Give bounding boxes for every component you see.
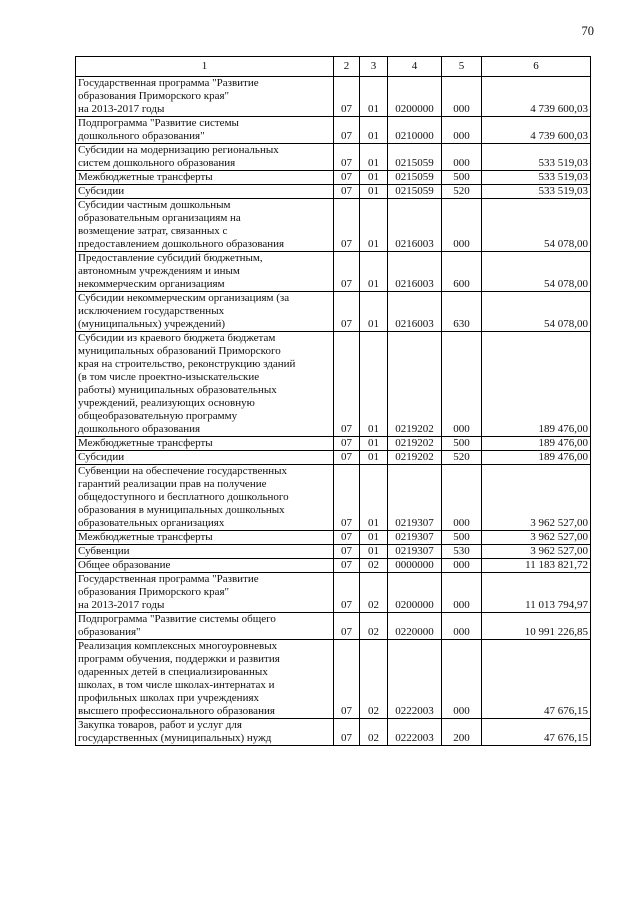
description-line: автономным учреждениям и иным [78,265,240,277]
row-description [76,77,334,117]
section-code: 07 [334,144,360,171]
subsection-code: 02 [360,719,388,746]
description-line: общеобразовательную программу [78,410,238,422]
table-row [76,465,591,531]
amount-cell: 3 962 527,00 [482,545,591,559]
column-header: 2 [334,57,360,77]
table-row [76,171,591,185]
section-code: 07 [334,117,360,144]
table-row [76,332,591,437]
section-code: 07 [334,559,360,573]
table-row [76,719,591,746]
subsection-code: 01 [360,465,388,531]
expense-type-code: 000 [442,613,482,640]
description-line: исключением государственных [78,305,225,317]
section-code: 07 [334,719,360,746]
subsection-code: 01 [360,437,388,451]
table-row [76,613,591,640]
description-line: гарантий реализации прав на получение [78,478,267,490]
target-article-code: 0200000 [388,573,442,613]
table-row [76,451,591,465]
table-row [76,640,591,719]
row-description [76,465,334,531]
expense-type-code: 500 [442,437,482,451]
row-description [76,640,334,719]
description-line: Субсидии частным дошкольным [78,199,231,211]
row-description [76,613,334,640]
amount-cell: 10 991 226,85 [482,613,591,640]
expense-type-code: 530 [442,545,482,559]
description-line: образования Приморского края" [78,586,229,598]
row-description [76,171,334,185]
description-line: предоставлением дошкольного образования [78,238,285,250]
subsection-code: 01 [360,185,388,199]
amount-cell: 54 078,00 [482,292,591,332]
row-description [76,185,334,199]
subsection-code: 02 [360,559,388,573]
amount-cell: 189 476,00 [482,437,591,451]
target-article-code: 0219307 [388,531,442,545]
description-line: Подпрограмма "Развитие системы общего [78,613,276,625]
target-article-code: 0216003 [388,252,442,292]
subsection-code: 02 [360,573,388,613]
description-line: возмещение затрат, связанных с [78,225,228,237]
table-row [76,531,591,545]
row-description [76,719,334,746]
amount-cell: 4 739 600,03 [482,77,591,117]
subsection-code: 01 [360,199,388,252]
target-article-code: 0219307 [388,465,442,531]
amount-cell: 533 519,03 [482,171,591,185]
row-description [76,437,334,451]
amount-cell: 47 676,15 [482,640,591,719]
expense-type-code: 520 [442,185,482,199]
description-line: профильных школах при учреждениях [78,692,260,704]
target-article-code: 0200000 [388,77,442,117]
subsection-code: 01 [360,292,388,332]
description-line: учреждений, реализующих основную [78,397,255,409]
description-line: работы) муниципальных образовательных [78,384,277,396]
description-line: государственных (муниципальных) нужд [78,732,272,744]
description-line: Государственная программа "Развитие [78,77,259,89]
table-row [76,545,591,559]
table-row [76,559,591,573]
description-line: Субсидии [78,451,125,463]
expense-type-code: 200 [442,719,482,746]
table-row [76,185,591,199]
subsection-code: 01 [360,332,388,437]
description-line: образования" [78,626,141,638]
table-row [76,437,591,451]
description-line: Предоставление субсидий бюджетным, [78,252,263,264]
section-code: 07 [334,437,360,451]
amount-cell: 533 519,03 [482,144,591,171]
expense-type-code: 000 [442,117,482,144]
amount-cell: 47 676,15 [482,719,591,746]
section-code: 07 [334,252,360,292]
subsection-code: 01 [360,252,388,292]
description-line: программ обучения, поддержки и развития [78,653,280,665]
description-line: Закупка товаров, работ и услуг для [78,719,242,731]
section-code: 07 [334,171,360,185]
column-header: 4 [388,57,442,77]
row-description [76,117,334,144]
section-code: 07 [334,545,360,559]
target-article-code: 0219202 [388,451,442,465]
expense-type-code: 000 [442,640,482,719]
subsection-code: 01 [360,171,388,185]
description-line: Межбюджетные трансферты [78,531,213,543]
description-line: школах, в том числе школах-интернатах и [78,679,275,691]
section-code: 07 [334,185,360,199]
table-row [76,252,591,292]
section-code: 07 [334,640,360,719]
subsection-code: 01 [360,144,388,171]
description-line: Субвенции [78,545,130,557]
section-code: 07 [334,292,360,332]
target-article-code: 0210000 [388,117,442,144]
table-row [76,199,591,252]
expense-type-code: 000 [442,465,482,531]
description-line: на 2013-2017 годы [78,103,165,115]
description-line: Государственная программа "Развитие [78,573,259,585]
expense-type-code: 500 [442,531,482,545]
amount-cell: 11 013 794,97 [482,573,591,613]
description-line: Субсидии на модернизацию региональных [78,144,279,156]
target-article-code: 0000000 [388,559,442,573]
amount-cell: 533 519,03 [482,185,591,199]
amount-cell: 3 962 527,00 [482,465,591,531]
section-code: 07 [334,451,360,465]
description-line: дошкольного образования" [78,130,205,142]
target-article-code: 0222003 [388,640,442,719]
expense-type-code: 000 [442,77,482,117]
row-description [76,531,334,545]
row-description [76,199,334,252]
table-row [76,77,591,117]
target-article-code: 0220000 [388,613,442,640]
section-code: 07 [334,77,360,117]
budget-table [75,56,591,746]
description-line: муниципальных образований Приморского [78,345,281,357]
table-row [76,292,591,332]
target-article-code: 0219307 [388,545,442,559]
amount-cell: 54 078,00 [482,199,591,252]
description-line: некоммерческим организациям [78,278,225,290]
row-description [76,292,334,332]
target-article-code: 0215059 [388,144,442,171]
description-line: общедоступного и бесплатного дошкольного [78,491,289,503]
row-description [76,144,334,171]
description-line: края на строительство, реконструкцию зданий [78,358,296,370]
amount-cell: 54 078,00 [482,252,591,292]
amount-cell: 4 739 600,03 [482,117,591,144]
description-line: Субсидии [78,185,125,197]
row-description [76,559,334,573]
description-line: Межбюджетные трансферты [78,171,213,183]
column-header: 3 [360,57,388,77]
subsection-code: 01 [360,77,388,117]
section-code: 07 [334,531,360,545]
row-description [76,545,334,559]
expense-type-code: 500 [442,171,482,185]
section-code: 07 [334,613,360,640]
description-line: (муниципальных) учреждений) [78,318,226,330]
expense-type-code: 520 [442,451,482,465]
amount-cell: 189 476,00 [482,332,591,437]
section-code: 07 [334,573,360,613]
expense-type-code: 000 [442,144,482,171]
description-line: Субвенции на обеспечение государственных [78,465,288,477]
subsection-code: 02 [360,640,388,719]
amount-cell: 3 962 527,00 [482,531,591,545]
description-line: Субсидии из краевого бюджета бюджетам [78,332,276,344]
description-line: Реализация комплексных многоуровневых [78,640,278,652]
description-line: дошкольного образования [78,423,201,435]
row-description [76,332,334,437]
row-description [76,573,334,613]
target-article-code: 0215059 [388,185,442,199]
target-article-code: 0215059 [388,171,442,185]
description-line: одаренных детей в специализированных [78,666,268,678]
description-line: высшего профессионального образования [78,705,275,717]
description-line: Межбюджетные трансферты [78,437,213,449]
description-line: (в том числе проектно-изыскательские [78,371,260,383]
column-header: 6 [482,57,591,77]
amount-cell: 189 476,00 [482,451,591,465]
description-line: образовательных организациях [78,517,225,529]
table-row [76,573,591,613]
description-line: на 2013-2017 годы [78,599,165,611]
section-code: 07 [334,332,360,437]
column-header: 5 [442,57,482,77]
expense-type-code: 000 [442,559,482,573]
target-article-code: 0222003 [388,719,442,746]
table-row [76,117,591,144]
page-number: 70 [581,24,594,38]
subsection-code: 01 [360,451,388,465]
table-row [76,144,591,171]
subsection-code: 02 [360,613,388,640]
target-article-code: 0216003 [388,199,442,252]
header-row [76,57,591,77]
row-description [76,252,334,292]
section-code: 07 [334,465,360,531]
description-line: образования Приморского края" [78,90,229,102]
description-line: Подпрограмма "Развитие системы [78,117,239,129]
expense-type-code: 000 [442,332,482,437]
description-line: образования в муниципальных дошкольных [78,504,285,516]
target-article-code: 0219202 [388,437,442,451]
section-code: 07 [334,199,360,252]
expense-type-code: 000 [442,573,482,613]
target-article-code: 0216003 [388,292,442,332]
description-line: Субсидии некоммерческим организациям (за [78,292,290,304]
description-line: Общее образование [78,559,171,571]
table-header [76,57,591,77]
target-article-code: 0219202 [388,332,442,437]
expense-type-code: 000 [442,199,482,252]
expense-type-code: 600 [442,252,482,292]
column-header: 1 [76,57,334,77]
subsection-code: 01 [360,531,388,545]
expense-type-code: 630 [442,292,482,332]
subsection-code: 01 [360,545,388,559]
row-description [76,451,334,465]
table-body [76,77,591,746]
amount-cell: 11 183 821,72 [482,559,591,573]
subsection-code: 01 [360,117,388,144]
description-line: систем дошкольного образования [78,157,236,169]
description-line: образовательным организациям на [78,212,241,224]
